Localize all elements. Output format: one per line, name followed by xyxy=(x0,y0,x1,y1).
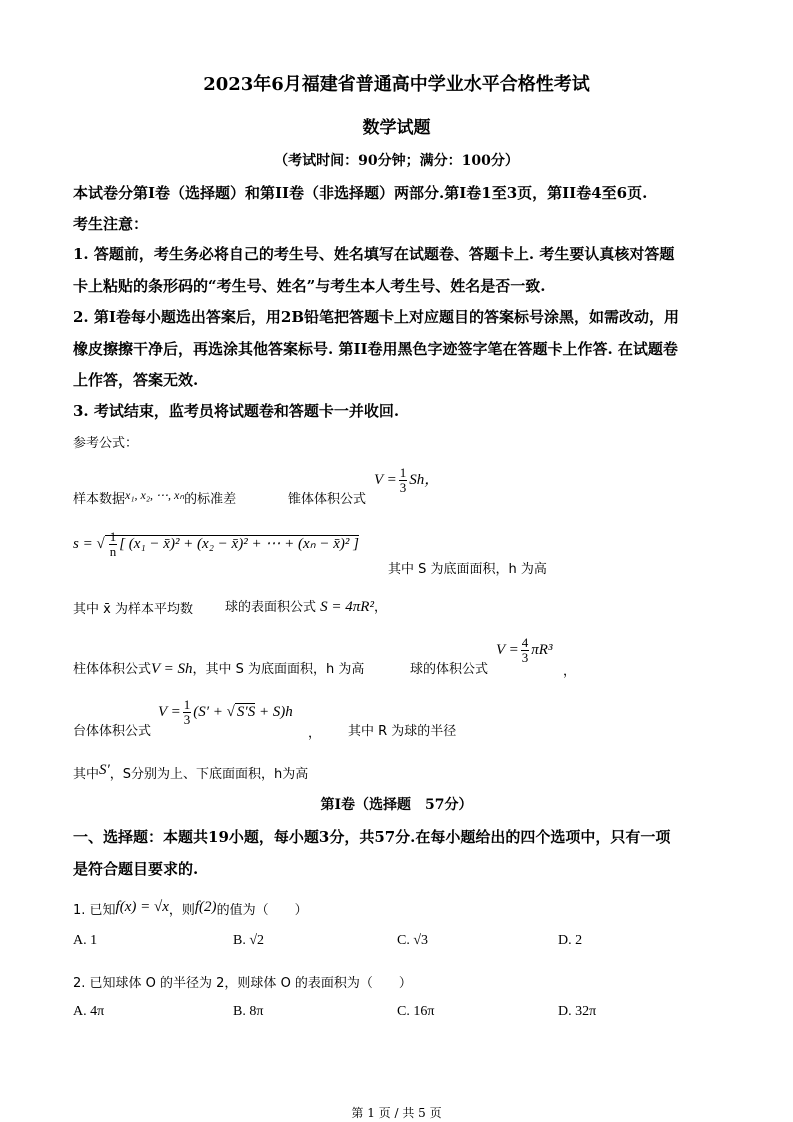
mean-note: 其中 x̄ 为样本平均数 xyxy=(73,602,193,617)
cone-volume-formula xyxy=(374,466,439,495)
num: 1 xyxy=(183,697,191,712)
text: 1. 已知 xyxy=(73,903,116,918)
math: V = xyxy=(158,703,181,720)
math: f(x) = √x xyxy=(115,899,169,915)
den: 3 xyxy=(183,712,191,727)
std-dev-formula: s = √ $\frac{1}{n}$ [ (x₁ − x̄)² + (x₂ − x̄)² + ⋯ + (xₙ − x̄)² ] xyxy=(73,529,359,559)
frustum-note xyxy=(73,762,308,782)
notice-1-line-2: 卡上粘贴的条形码的“考生号、姓名”与考生本人考生号、姓名是否一致. xyxy=(73,277,546,295)
text: ，其中 S 为底面面积，h 为高 xyxy=(192,662,365,677)
math: V = xyxy=(496,641,519,658)
page-footer: 第 1 页 / 共 5 页 xyxy=(351,1106,442,1120)
math: f(2) xyxy=(194,899,217,915)
text: 球的表面积公式 xyxy=(225,600,317,615)
frustum-label: 台体体积公式 xyxy=(73,724,152,739)
sphere-volume-label: 球的体积公式 xyxy=(410,662,489,677)
cone-volume-label: 锥体体积公式 xyxy=(288,492,367,507)
question-1-option-a: A. 1 xyxy=(73,933,98,948)
text: ， xyxy=(373,600,387,615)
part1-title: 第I卷（选择题 57分） xyxy=(320,797,473,813)
question-2-option-b: B. 8π xyxy=(233,1004,264,1019)
question-1-stem xyxy=(73,899,308,918)
formula-heading: 参考公式： xyxy=(73,436,139,451)
sphere-volume-formula xyxy=(496,636,552,665)
document-subtitle: 数学试题 xyxy=(362,118,431,138)
den: 3 xyxy=(521,650,529,665)
text: 其中 xyxy=(73,767,100,782)
comma: ， xyxy=(308,726,322,741)
notice-1-line-1: 1. 答题前，考生务必将自己的考生号、姓名填写在试题卷、答题卡上. 考生要认真核对答题 xyxy=(73,245,675,263)
frustum-formula: V = $\frac{1}{3}$ (S′ + √ S′S + S)h xyxy=(158,697,293,727)
radius-note: 其中 R 为球的半径 xyxy=(348,724,457,739)
question-2-option-a: A. 4π xyxy=(73,1004,105,1019)
question-1-option-b: B. √2 xyxy=(233,933,265,948)
question-1-option-d: D. 2 xyxy=(558,933,583,948)
comma: ， xyxy=(563,664,577,679)
den: 3 xyxy=(399,480,407,495)
exam-info: （考试时间：90分钟；满分：100分） xyxy=(274,153,519,169)
math: πR³ xyxy=(531,641,553,658)
text: ， xyxy=(424,471,440,488)
intro: 本试卷分第I卷（选择题）和第II卷（非选择题）两部分.第I卷1至3页，第II卷4至6页. xyxy=(73,184,648,202)
num: 1 xyxy=(109,529,117,544)
fraction xyxy=(521,636,530,665)
question-2-option-d: D. 32π xyxy=(558,1004,597,1019)
num: 4 xyxy=(521,635,529,650)
notice-3: 3. 考试结束，监考员将试题卷和答题卡一并收回. xyxy=(73,402,400,420)
sphere-area xyxy=(225,596,387,616)
question-1-option-c: C. √3 xyxy=(397,933,429,948)
std-dev-label xyxy=(73,488,236,507)
question-2-option-c: C. 16π xyxy=(397,1004,435,1019)
math: S′ xyxy=(99,762,110,778)
cone-note: 其中 S 为底面面积，h 为高 xyxy=(388,562,547,577)
fraction xyxy=(183,698,192,727)
math: (x₁ − x̄)² + (x₂ − x̄)² + ⋯ + (xₙ − x̄)² xyxy=(128,535,350,552)
notice-heading: 考生注意： xyxy=(73,215,149,233)
text: 的标准差 xyxy=(184,492,237,507)
section1-line-1: 一、选择题：本题共19小题，每小题3分，共57分.在每小题给出的四个选项中，只有一项 xyxy=(73,828,671,846)
prism-volume xyxy=(73,658,364,678)
math: x₁, x₂, ⋯, xₙ xyxy=(125,488,185,502)
math: (S′ + xyxy=(193,703,227,720)
den: n xyxy=(109,544,117,559)
math: V = Sh xyxy=(151,661,193,677)
math: S = 4πR² xyxy=(320,599,374,615)
fraction xyxy=(109,530,118,559)
notice-2-line-1: 2. 第I卷每小题选出答案后，用2B铅笔把答题卡上对应题目的答案标号涂黑，如需改动，用 xyxy=(73,308,680,326)
num: 1 xyxy=(399,465,407,480)
document-title: 2023年6月福建省普通高中学业水平合格性考试 xyxy=(203,74,590,95)
math: + S)h xyxy=(255,703,293,720)
text: ，S分别为上、下底面面积，h为高 xyxy=(109,767,309,782)
text: 柱体体积公式 xyxy=(73,662,152,677)
math: s = xyxy=(73,535,93,552)
math: S′S xyxy=(236,703,256,720)
notice-2-line-2: 橡皮擦擦干净后，再选涂其他答案标号. 第II卷用黑色字迹签字笔在答题卡上作答. 在试题卷 xyxy=(73,340,678,358)
section1-line-2: 是符合题目要求的. xyxy=(73,860,199,878)
math: Sh xyxy=(409,471,425,488)
question-2-stem: 2. 已知球体 O 的半径为 2，则球体 O 的表面积为（ ） xyxy=(73,976,412,991)
math: V = xyxy=(374,471,397,488)
text: 样本数据 xyxy=(73,492,126,507)
notice-2-line-3: 上作答，答案无效. xyxy=(73,371,199,389)
text: 的值为（ ） xyxy=(216,903,308,918)
fraction xyxy=(399,466,408,495)
text: ，则 xyxy=(168,903,195,918)
